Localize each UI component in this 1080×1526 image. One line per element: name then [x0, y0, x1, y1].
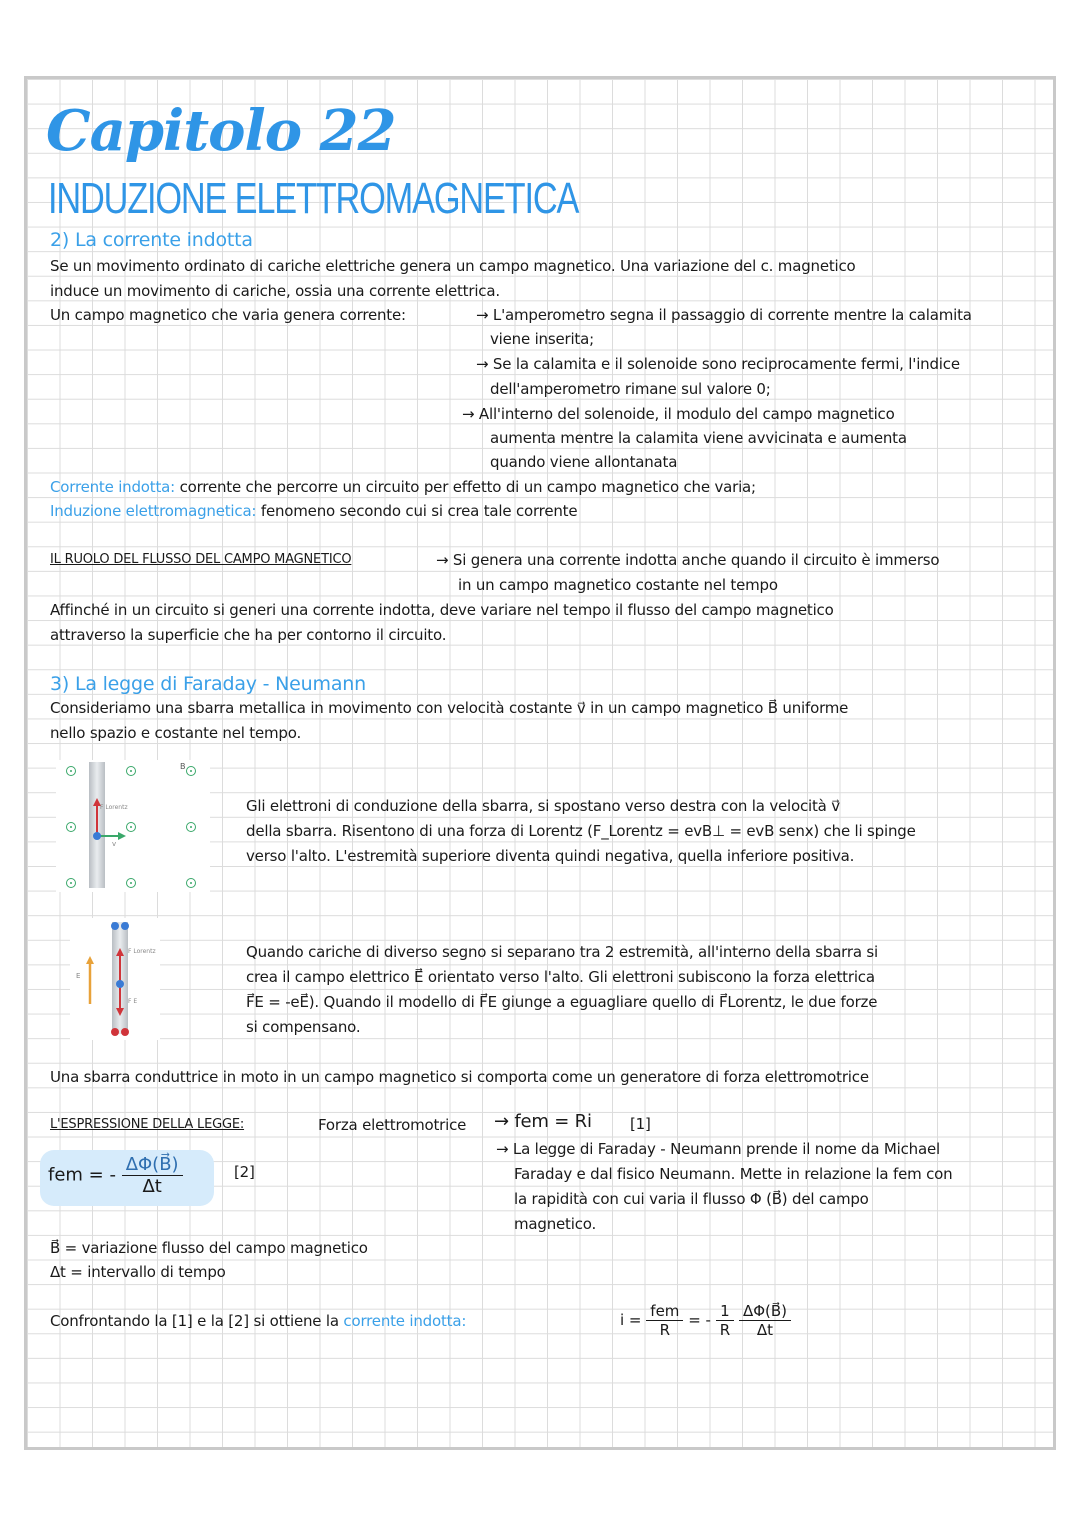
legend-line: Δt = intervallo di tempo: [50, 1263, 226, 1281]
emf-ref: [1]: [630, 1115, 651, 1133]
bullet-line: → All'interno del solenoide, il modulo del campo magnetico: [462, 405, 895, 423]
fig1-text-line: della sbarra. Risentono di una forza di Lorentz (F_Lorentz = evB⊥ = evB senx) che li spinge: [246, 822, 916, 840]
section-heading-3: 3) La legge di Faraday - Neumann: [50, 673, 366, 695]
i-num-3: ΔΦ(B⃗): [739, 1302, 791, 1321]
bullet-line: dell'amperometro rimane sul valore 0;: [490, 380, 771, 398]
fig1-text-line: verso l'alto. L'estremità superiore diventa quindi negativa, quella inferiore positiva.: [246, 847, 855, 865]
i-mid: = -: [688, 1311, 711, 1329]
definition-line: [50, 501, 577, 521]
flux-heading: IL RUOLO DEL FLUSSO DEL CAMPO MAGNETICO: [50, 552, 352, 567]
compare-term: corrente indotta:: [343, 1312, 467, 1330]
paragraph-lead: Un campo magnetico che varia genera corrente:: [50, 306, 406, 324]
figure-rod-lorentz: [56, 760, 210, 892]
faraday-formula: [48, 1154, 183, 1197]
emf-label: Forza elettromotrice: [318, 1116, 467, 1134]
fig-label-fe: F E: [128, 998, 138, 1005]
compare-text: Confrontando la [1] e la [2] si ottiene la: [50, 1312, 339, 1330]
law-note-line: la rapidità con cui varia il flusso Φ (B⃗) del campo: [514, 1190, 869, 1208]
formula-lhs: fem = -: [48, 1164, 116, 1186]
fig-label-fl: F Lorentz: [128, 948, 156, 955]
definition-text: corrente che percorre un circuito per effetto di un campo magnetico che varia;: [179, 478, 756, 496]
section-heading-2: 2) La corrente indotta: [50, 229, 253, 251]
paragraph-line: induce un movimento di cariche, ossia una corrente elettrica.: [50, 282, 500, 300]
paragraph-line: Consideriamo una sbarra metallica in movimento con velocità costante v⃗ in un campo magnetico B⃗ uniforme: [50, 699, 849, 717]
definition-line: [50, 477, 756, 497]
induced-current-formula: [620, 1302, 791, 1339]
fig2-text-line: si compensano.: [246, 1018, 361, 1036]
bullet-line: quando viene allontanata: [490, 453, 678, 471]
bullet-line: viene inserita;: [490, 330, 594, 348]
page-title: INDUZIONE ELETTROMAGNETICA: [48, 174, 579, 223]
i-fraction-1: [646, 1302, 683, 1339]
fig-label-v: v: [112, 840, 117, 848]
fig1-text-line: Gli elettroni di conduzione della sbarra, si spostano verso destra con la velocità v⃗: [246, 797, 840, 815]
paragraph-line: Affinché in un circuito si generi una corrente indotta, deve variare nel tempo il flusso del campo magnetico: [50, 601, 834, 619]
i-den-2: R: [719, 1321, 731, 1339]
fig-label-e: E: [76, 972, 81, 980]
bullet-line: → Se la calamita e il solenoide sono reciprocamente fermi, l'indice: [476, 355, 960, 373]
fig2-text-line: crea il campo elettrico E⃗ orientato verso l'alto. Gli elettroni subiscono la forza elettrica: [246, 968, 875, 986]
law-note-line: Faraday e dal fisico Neumann. Mette in relazione la fem con: [514, 1165, 953, 1183]
definition-text: fenomeno secondo cui si crea tale corrente: [260, 502, 578, 520]
i-fraction-3: [739, 1302, 791, 1339]
legend-line: B⃗ = variazione flusso del campo magnetico: [50, 1239, 368, 1257]
bullet-line: aumenta mentre la calamita viene avvicinata e aumenta: [490, 429, 907, 447]
i-fraction-2: [716, 1302, 734, 1339]
paragraph-line: Se un movimento ordinato di cariche elettriche genera un campo magnetico. Una variazione del c. magnetico: [50, 257, 856, 275]
compare-line: [50, 1311, 466, 1331]
i-den-3: Δt: [756, 1321, 774, 1339]
i-den-1: R: [659, 1321, 671, 1339]
fig-label-f: F Lorentz: [100, 804, 128, 811]
fig2-text-line: Quando cariche di diverso segno si separano tra 2 estremità, all'interno della sbarra si: [246, 943, 878, 961]
bullet-line: → L'amperometro segna il passaggio di corrente mentre la calamita: [476, 306, 972, 324]
i-num-1: fem: [646, 1302, 683, 1321]
emf-equation: → fem = Ri: [494, 1111, 592, 1132]
flux-arrow-line: in un campo magnetico costante nel tempo: [458, 576, 778, 594]
force-vectors-icon: [56, 760, 210, 892]
fig2-text-line: F⃗E = -eE⃗). Quando il modello di F⃗E giunge a eguagliare quello di F⃗Lorentz, le due forze: [246, 993, 878, 1011]
paragraph-line: nello spazio e costante nel tempo.: [50, 724, 302, 742]
fig-label-b: B: [180, 762, 186, 771]
i-num-2: 1: [716, 1302, 734, 1321]
summary-line: Una sbarra conduttrice in moto in un campo magnetico si comporta come un generatore di forza elettromotrice: [50, 1068, 869, 1086]
law-note-line: → La legge di Faraday - Neumann prende il nome da Michael: [496, 1140, 940, 1158]
formula-ref: [2]: [234, 1163, 255, 1181]
definition-term: Corrente indotta:: [50, 478, 175, 496]
formula-numerator: ΔΦ(B⃗): [122, 1154, 183, 1176]
flux-arrow-line: → Si genera una corrente indotta anche quando il circuito è immerso: [436, 551, 940, 569]
formula-denominator: Δt: [142, 1176, 162, 1197]
field-vectors-icon: [70, 918, 160, 1040]
law-heading: L'ESPRESSIONE DELLA LEGGE:: [50, 1117, 245, 1132]
chapter-title: Capitolo 22: [46, 98, 396, 164]
formula-fraction: [122, 1154, 183, 1197]
i-lhs: i =: [620, 1311, 642, 1329]
paragraph-line: attraverso la superficie che ha per contorno il circuito.: [50, 626, 447, 644]
law-note-line: magnetico.: [514, 1215, 597, 1233]
figure-rod-electric: [70, 918, 160, 1040]
definition-term: Induzione elettromagnetica:: [50, 502, 257, 520]
